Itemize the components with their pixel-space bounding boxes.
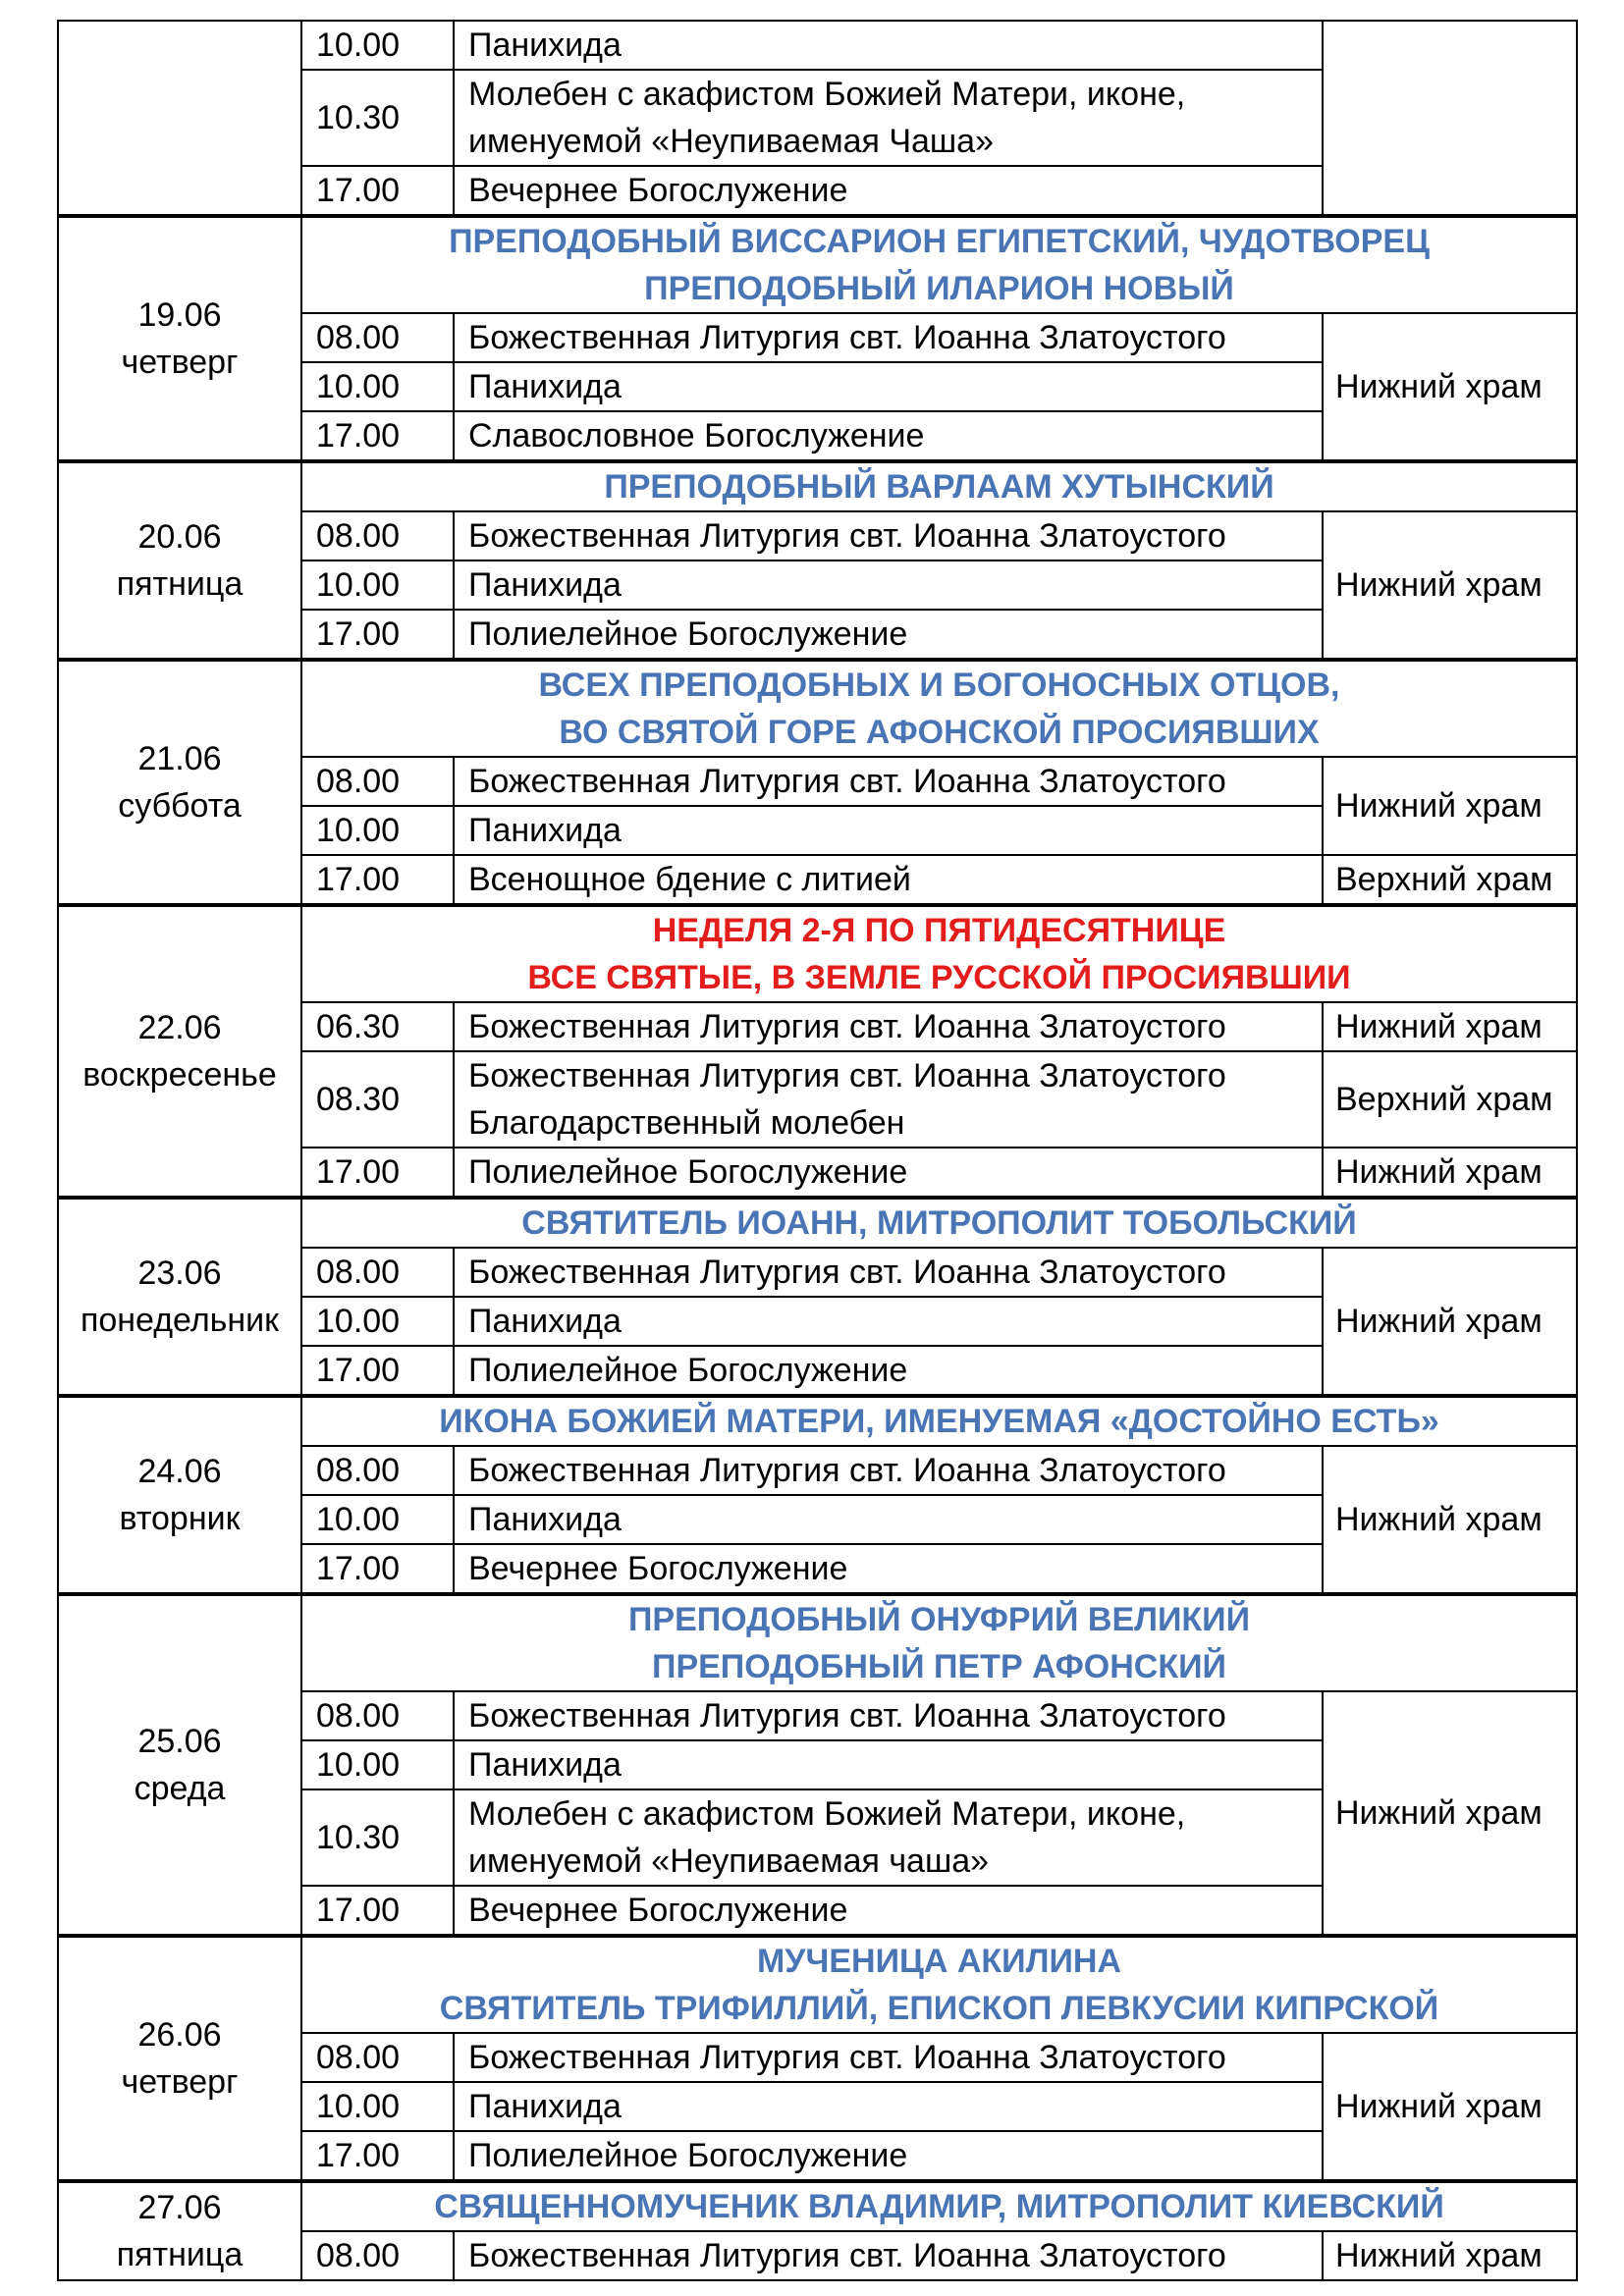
service-line: Молебен с акафистом Божией Матери, иконе, [468,1795,1186,1833]
time-cell: 10.00 [301,2082,454,2131]
place-cell: Нижний храм [1323,313,1577,461]
feast-row [58,1396,1577,1446]
service-line: Вечернее Богослужение [468,172,848,209]
time-cell: 17.00 [301,855,454,905]
feast-row [58,461,1577,511]
schedule-row [58,21,1577,70]
day-weekday: вторник [119,1500,241,1537]
feast-row [58,1198,1577,1248]
time-cell: 10.00 [301,806,454,855]
date-cell [58,1198,301,1396]
time-cell: 06.30 [301,1002,454,1051]
feast-row [58,1594,1577,1691]
service-cell: Панихида [454,2082,1323,2131]
date-cell [58,1396,301,1594]
feast-line: МУЧЕНИЦА АКИЛИНА [756,1943,1121,1980]
service-cell [454,21,1323,70]
place-cell: Нижний храм [1323,1148,1577,1198]
place-cell: Нижний храм [1323,1691,1577,1936]
place-cell: Нижний храм [1323,2231,1577,2280]
day-date: 21.06 [137,740,222,777]
time-cell: 08.00 [301,1248,454,1297]
time-cell: 17.00 [301,1544,454,1594]
feast-line: ПРЕПОДОБНЫЙ ВАРЛААМ ХУТЫНСКИЙ [604,468,1274,506]
time-cell: 10.00 [301,561,454,610]
feast-line: ПРЕПОДОБНЫЙ ПЕТР АФОНСКИЙ [652,1648,1226,1685]
feast-title [301,1198,1577,1248]
day-weekday: понедельник [80,1302,280,1339]
feast-title [301,2181,1577,2231]
feast-row [58,905,1577,1002]
feast-title [301,1936,1577,2033]
service-cell: Божественная Литургия свт. Иоанна Златоустого [454,757,1323,806]
day-date: 25.06 [137,1723,222,1760]
place-cell: Верхний храм [1323,1051,1577,1148]
place-cell: Нижний храм [1323,2033,1577,2181]
service-cell: Божественная Литургия свт. Иоанна Златоустого [454,2231,1323,2280]
feast-title [301,461,1577,511]
service-cell: Панихида [454,806,1323,855]
service-cell: Божественная Литургия свт. Иоанна Златоустого [454,1248,1323,1297]
service-line: Панихида [468,27,622,64]
time-cell: 10.30 [301,70,454,166]
place-cell: Верхний храм [1323,855,1577,905]
time-cell: 17.00 [301,2131,454,2181]
day-date: 27.06 [137,2189,222,2226]
time-cell: 10.00 [301,21,454,70]
time-cell: 17.00 [301,411,454,461]
place-cell [1323,21,1577,216]
service-cell: Панихида [454,561,1323,610]
date-cell [58,1594,301,1936]
service-cell [454,1051,1323,1148]
feast-line: ПРЕПОДОБНЫЙ ВИССАРИОН ЕГИПЕТСКИЙ, ЧУДОТВОРЕЦ [449,223,1430,260]
service-cell [454,1789,1323,1886]
time-cell: 10.00 [301,362,454,411]
day-date: 24.06 [137,1453,222,1490]
feast-title [301,1594,1577,1691]
day-date: 23.06 [137,1255,222,1292]
service-cell: Божественная Литургия свт. Иоанна Златоустого [454,511,1323,561]
service-cell: Полиелейное Богослужение [454,2131,1323,2181]
service-cell [454,70,1323,166]
feast-title [301,1396,1577,1446]
time-cell: 08.00 [301,2033,454,2082]
time-cell: 08.00 [301,313,454,362]
time-cell: 08.00 [301,1446,454,1495]
time-cell: 10.30 [301,1789,454,1886]
day-date: 20.06 [137,518,222,556]
feast-row [58,216,1577,313]
feast-row [58,2181,1577,2231]
service-cell: Панихида [454,362,1323,411]
service-line: именуемой «Неупиваемая чаша» [468,1842,990,1880]
feast-line: ПРЕПОДОБНЫЙ ОНУФРИЙ ВЕЛИКИЙ [627,1601,1251,1638]
time-cell: 10.00 [301,1495,454,1544]
service-cell: Вечернее Богослужение [454,1886,1323,1936]
time-cell: 08.00 [301,757,454,806]
service-cell: Вечернее Богослужение [454,1544,1323,1594]
service-cell: Божественная Литургия свт. Иоанна Златоустого [454,2033,1323,2082]
feast-line: ПРЕПОДОБНЫЙ ИЛАРИОН НОВЫЙ [644,270,1234,307]
time-cell: 10.00 [301,1740,454,1789]
time-cell: 08.30 [301,1051,454,1148]
day-date: 22.06 [137,1009,222,1046]
time-cell: 08.00 [301,1691,454,1740]
place-cell: Нижний храм [1323,511,1577,660]
date-cell [58,216,301,461]
service-line: Молебен с акафистом Божией Матери, иконе, [468,76,1186,113]
day-weekday: суббота [118,787,242,825]
day-date: 19.06 [137,296,222,334]
day-weekday: четверг [121,2063,239,2101]
day-weekday: четверг [121,344,239,381]
service-cell: Панихида [454,1495,1323,1544]
feast-title [301,216,1577,313]
service-cell: Панихида [454,1297,1323,1346]
feast-title [301,660,1577,757]
time-cell: 17.00 [301,1148,454,1198]
time-cell: 17.00 [301,1346,454,1396]
service-cell: Божественная Литургия свт. Иоанна Златоустого [454,1002,1323,1051]
date-cell [58,1936,301,2181]
feast-row [58,1936,1577,2033]
date-cell [58,905,301,1198]
place-cell: Нижний храм [1323,757,1577,855]
day-weekday: пятница [116,565,244,603]
date-cell [58,660,301,905]
feast-line: СВЯТИТЕЛЬ ТРИФИЛЛИЙ, ЕПИСКОП ЛЕВКУСИИ КИПРСКОЙ [439,1990,1439,2027]
service-cell: Полиелейное Богослужение [454,610,1323,660]
feast-line: СВЯЩЕННОМУЧЕНИК ВЛАДИМИР, МИТРОПОЛИТ КИЕВСКИЙ [434,2188,1444,2225]
feast-line: ИКОНА БОЖИЕЙ МАТЕРИ, ИМЕНУЕМАЯ «ДОСТОЙНО ЕСТЬ» [439,1403,1439,1440]
feast-line: ВСЕХ ПРЕПОДОБНЫХ И БОГОНОСНЫХ ОТЦОВ, [538,667,1340,704]
time-cell: 17.00 [301,610,454,660]
service-cell: Полиелейное Богослужение [454,1148,1323,1198]
service-cell: Всенощное бдение с литией [454,855,1323,905]
day-date: 26.06 [137,2016,222,2054]
feast-line: ВО СВЯТОЙ ГОРЕ АФОНСКОЙ ПРОСИЯВШИХ [559,714,1320,751]
service-cell: Божественная Литургия свт. Иоанна Златоустого [454,313,1323,362]
time-cell: 08.00 [301,2231,454,2280]
service-cell: Божественная Литургия свт. Иоанна Златоустого [454,1691,1323,1740]
service-cell: Славословное Богослужение [454,411,1323,461]
date-cell [58,461,301,660]
feast-line: НЕДЕЛЯ 2-Я ПО ПЯТИДЕСЯТНИЦЕ [652,912,1226,949]
date-cell [58,2181,301,2280]
time-cell: 10.00 [301,1297,454,1346]
feast-title [301,905,1577,1002]
place-cell: Нижний храм [1323,1002,1577,1051]
time-cell: 17.00 [301,1886,454,1936]
time-cell: 17.00 [301,166,454,216]
feast-line: ВСЕ СВЯТЫЕ, В ЗЕМЛЕ РУССКОЙ ПРОСИЯВШИИ [527,959,1351,996]
schedule-table [57,20,1578,2281]
place-cell: Нижний храм [1323,1446,1577,1594]
service-cell: Божественная Литургия свт. Иоанна Златоустого [454,1446,1323,1495]
service-cell: Полиелейное Богослужение [454,1346,1323,1396]
place-cell: Нижний храм [1323,1248,1577,1396]
feast-line: СВЯТИТЕЛЬ ИОАНН, МИТРОПОЛИТ ТОБОЛЬСКИЙ [521,1204,1357,1242]
service-line: Благодарственный молебен [468,1104,905,1142]
day-weekday: пятница [116,2236,244,2273]
date-cell [58,21,301,216]
service-line: Божественная Литургия свт. Иоанна Златоустого [468,1057,1226,1095]
feast-row [58,660,1577,757]
day-weekday: среда [134,1770,226,1807]
service-line: именуемой «Неупиваемая Чаша» [468,123,995,160]
service-cell: Панихида [454,1740,1323,1789]
time-cell: 08.00 [301,511,454,561]
day-weekday: воскресенье [82,1056,277,1094]
service-cell [454,166,1323,216]
